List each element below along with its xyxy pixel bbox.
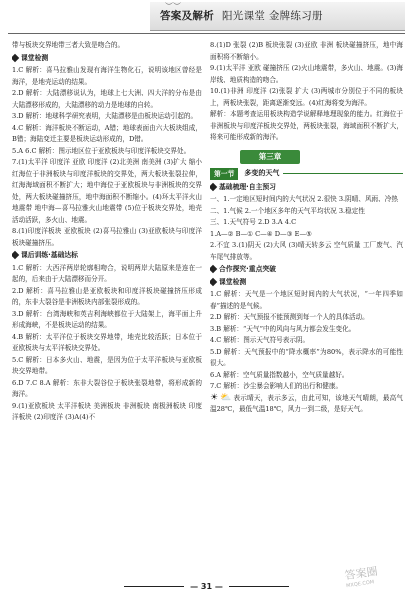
answer-item: 二、1.气候 2.一个地区多年的天气平均状况 3.稳定性 [210, 206, 365, 215]
answer-item: 2.D 解析：喜马拉雅山是亚欧板块和印度洋板块碰撞挤压形成的，东非大裂谷是非洲板块内部张裂形成的。 [12, 286, 202, 306]
header-section-title: 答案及解析 [160, 10, 214, 22]
section-heading-basics: 基础梳理·自主预习 [210, 182, 403, 194]
analysis-note: 解析：本题考查运用板块构造学说解释地理现象的能力。红海位于非洲板块与印度洋板块交界处，两板块张裂，海域面积不断扩大，将来可能形成新的海洋。 [210, 110, 403, 141]
lesson-name: 多变的天气 [244, 168, 280, 177]
answer-item: 9.(1)太平洋 亚欧 碰撞挤压 (2)火山地震带，多火山、地震。(3)海岸线、地质构造的吻合。 [210, 64, 403, 84]
header-brand: 阳光课堂 金牌练习册 [222, 10, 323, 22]
answer-item: 9.(1)亚欧板块 太平洋板块 美洲板块 非洲板块 南极洲板块 印度洋板块 (2)印度洋 (3)A(4)不 [12, 401, 202, 421]
answer-item: 三、1.天气符号 2.D 3.A 4.C [210, 218, 297, 226]
section-heading-explore: 合作探究·重点突破 [210, 264, 403, 276]
answer-item: 3.D 解析：地球科学研究表明，大陆漂移是由板块运动引起的。 [12, 112, 198, 120]
partly-cloudy-icon: ⛅ [220, 392, 232, 403]
answer-item: 10.(1)非洲 印度洋 (2)张裂 扩大 (3)两城市分别位于不同的板块上，两板块张裂，距离逐渐变远。(4)红海将变为海洋。 [210, 87, 403, 107]
section-heading-after-class: 课后训练·基础达标 [12, 250, 202, 262]
diamond-icon [12, 251, 19, 259]
answer-list [210, 289, 403, 393]
answer-item: 8.(1)印度洋板块 亚欧板块 (2)喜马拉雅山 (3)亚欧板块与印度洋板块碰撞挤压。 [12, 227, 202, 247]
answer-item: 3.D 解析：台湾海峡和英吉利海峡都位于大陆架上，海平面上升形成海峡，不是板块运动的结果。 [12, 309, 202, 329]
lesson-title-bar [210, 168, 403, 180]
answer-item: 7.C 解析：沙尘暴会影响人们的出行和健康。 [210, 382, 343, 390]
diamond-icon [210, 182, 217, 190]
answer-item: 2.D 解析：天气预报不能预测到每一个人的具体活动。 [210, 313, 369, 321]
section-heading-class-check: 课堂检测 [210, 277, 403, 289]
answer-item: 一、1.一定地区短时间内的大气状况 2.很快 3.阴晴、风雨、冷热 [210, 195, 398, 203]
lesson-rule [283, 173, 403, 174]
answer-item: 1.C 解析：大西洋两岸轮廓相吻合，说明两岸大陆原来是连在一起的，后来由于大陆漂移而分开。 [12, 263, 202, 283]
answer-item: 3.B 解析：“天气”中的风向与风力都会发生变化。 [210, 324, 356, 333]
answer-item: 5.D 解析：天气预报中的“降水概率”为80%，表示降水的可能性很大。 [210, 347, 403, 367]
chapter-banner: 第三章 [240, 150, 300, 164]
bird-decoration-icon: ︶︶ [165, 2, 181, 11]
watermark-logo: 答案圈 MXQE.COM [343, 564, 379, 590]
lesson-number: 第一节 [210, 168, 238, 180]
answer-item: 4.C 解析：海洋板块不断运动，A错；地球表面由六大板块组成，B错；海陆变迁主要是板块运动形成的，D错。 [12, 123, 202, 143]
section-heading-class-check: 课堂检测 [12, 53, 202, 65]
sun-icon: ☀ [210, 392, 219, 403]
left-column [12, 40, 202, 580]
answer-item: 5.C 解析：日本多火山、地震，是因为位于太平洋板块与亚欧板块交界地带。 [12, 355, 202, 375]
diamond-icon [210, 277, 217, 285]
answer-item: 7.(1)太平洋 印度洋 亚欧 印度洋 (2)北美洲 南美洲 (3)扩大 缩小 红海位于非洲板块与印度洋板块的交界处，两大板块张裂拉伸，红海海域面积不断扩大；地中海位于亚欧板块与非洲板块的交界处，两大板块碰撞挤压，地中海面积不断缩小。(4)环太平洋火山地震带 地中海—喜马拉雅火山地震带 (5)位于板块交界处，地壳活动活跃，多火山、地震。 [12, 158, 202, 224]
weather-symbol-explanation: ☀ ⛅ 表示晴天，表示多云，由此可知，该地天气晴朗，最高气温28℃，最低气温18℃，风力一到二级，是好天气。 [210, 392, 403, 413]
diamond-icon [210, 265, 217, 273]
answer-item: 5.A 6.C 解析：图示地区位于亚欧板块与印度洋板块交界处。 [12, 146, 191, 155]
answer-item: 4.B 解析：太平洋位于板块交界地带，地壳比较活跃；日本位于亚欧板块与太平洋板块交界处。 [12, 332, 202, 352]
answer-item: 6.D 7.C 8.A 解析：东非大裂谷位于板块张裂地带，将形成新的海洋。 [12, 378, 202, 398]
answer-item: 1.A—② B—① C—④ D—③ E—⑤ [210, 229, 312, 238]
answer-item: 1.C 解析：天气是一个地区短时间内的大气状况，“一年四季如春”描述的是气候。 [210, 290, 403, 310]
page-header [0, 0, 413, 40]
header-title [160, 8, 323, 23]
answer-item: 2.D 解析：大陆漂移说认为，地球上七大洲、四大洋的分布是由大陆漂移形成的，大陆漂移的动力是地球的自转。 [12, 89, 202, 109]
footer-line [229, 586, 289, 587]
answer-item: 1.C 解析：喜马拉雅山发现有海洋生物化石，说明该地区曾经是海洋，是地壳运动的结果。 [12, 66, 202, 86]
answer-item: 8.(1)D 张裂 (2)B 板块张裂 (3)亚欧 非洲 板块碰撞挤压，地中海面积将不断缩小。 [210, 41, 403, 61]
answer-list [210, 40, 403, 109]
answer-item: 2.不宜 3.(1)阴天 (2)大风 (3)晴天转多云 空气质量 工厂废气、汽车尾气排放等。 [210, 241, 403, 261]
right-column [210, 40, 403, 580]
answer-item: 6.A 解析：空气质量指数越小，空气质量越好。 [210, 370, 349, 379]
page-footer: — 31 — [0, 582, 413, 591]
answer-list [12, 263, 202, 424]
page-number: 31 [200, 582, 213, 591]
answer-list [210, 194, 403, 263]
intro-text: 带与板块交界地带三者大致是吻合的。 [12, 41, 125, 49]
header-separator [8, 33, 405, 34]
diamond-icon [12, 53, 19, 61]
answer-list [12, 65, 202, 249]
footer-line [124, 586, 184, 587]
answer-item: 4.C 解析：图示天气符号表示阴。 [210, 336, 310, 344]
